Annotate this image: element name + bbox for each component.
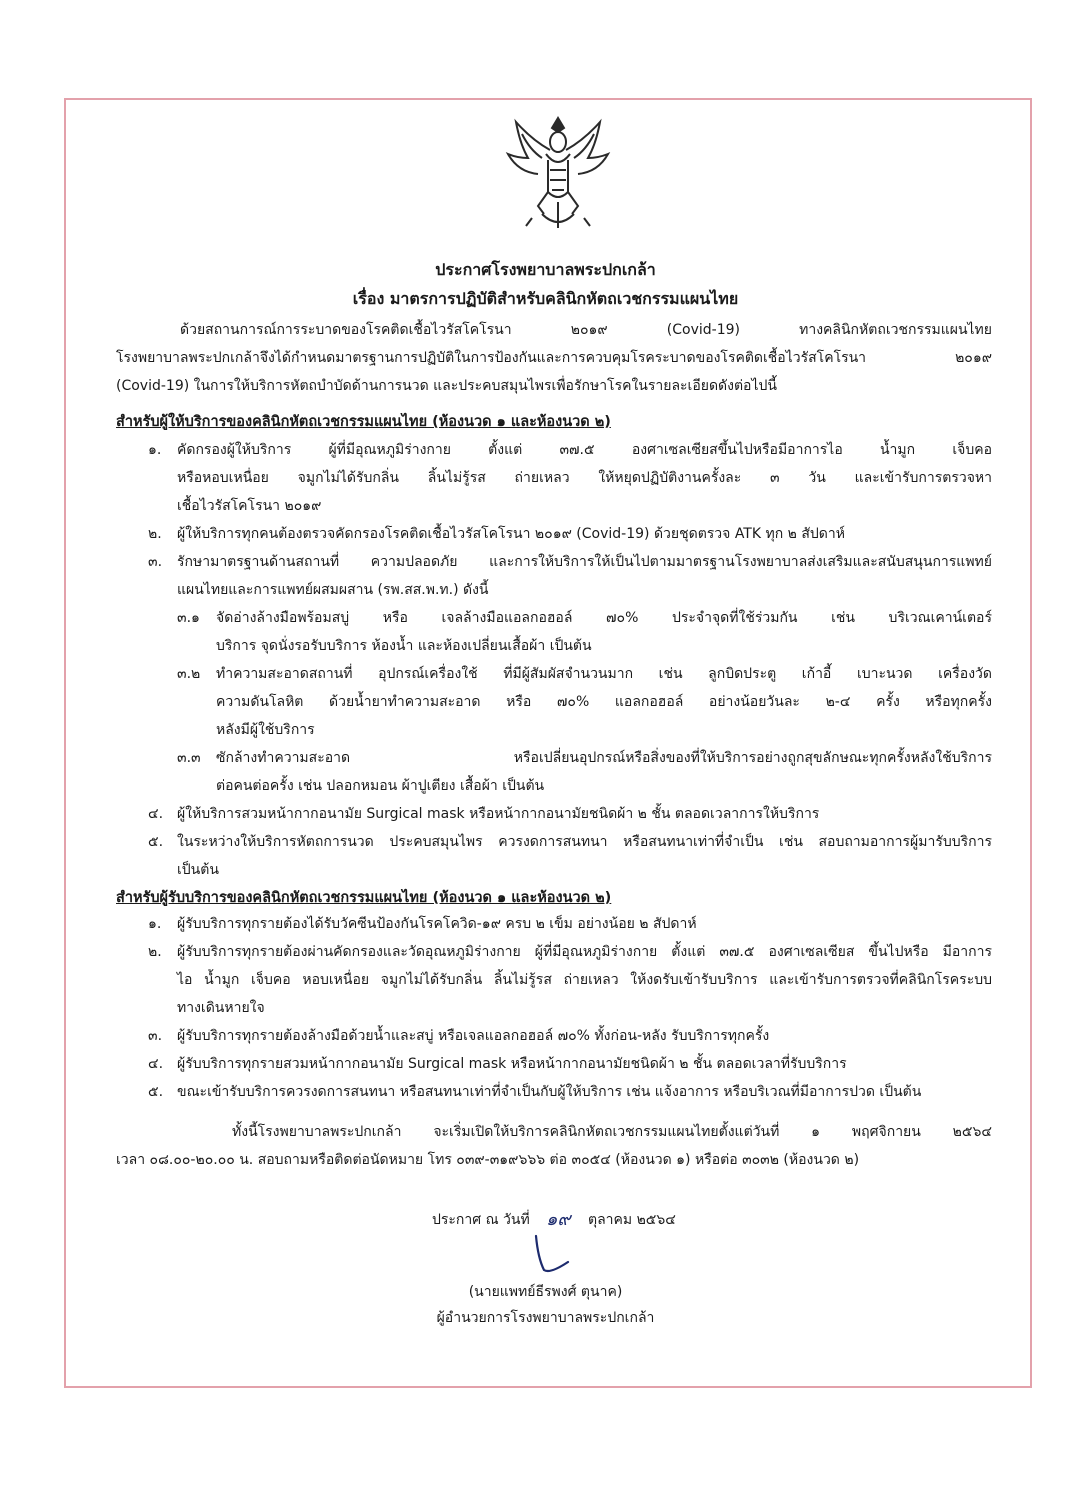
- document-title: ประกาศโรงพยาบาลพระปกเกล้า: [435, 260, 656, 279]
- recipient-item-1-line-1: ผู้รับบริการทุกรายต้องได้รับวัคซีนป้องกันโรคโควิด-๑๙ ครบ ๒ เข็ม อย่างน้อย ๒ สัปดาห์: [177, 916, 697, 932]
- recipient-item-3-line-1: ผู้รับบริการทุกรายต้องล้างมือด้วยน้ำและสบู่ หรือเจลแอลกอฮอล์ ๗๐% ทั้งก่อน-หลัง รับบริการทุกครั้ง: [177, 1028, 770, 1044]
- signature-icon: [528, 1228, 588, 1276]
- provider-item-3-2-number: ๓.๒: [177, 666, 201, 682]
- section-provider-heading: สำหรับผู้ให้บริการของคลินิกหัตถเวชกรรมแผนไทย (ห้องนวด ๑ และห้องนวด ๒): [116, 414, 611, 430]
- garuda-emblem-icon: [502, 110, 614, 236]
- intro-line-2: โรงพยาบาลพระปกเกล้าจึงได้กำหนดมาตรฐานการปฏิบัติในการป้องกันและการควบคุมโรคระบาดของโรคติดเชื้อไวรัสโคโรนา ๒๐๑๙: [116, 350, 992, 366]
- closing-line-1: ทั้งนี้โรงพยาบาลพระปกเกล้า จะเริ่มเปิดให้บริการคลินิกหัตถเวชกรรมแผนไทยตั้งแต่วันที่ ๑ พฤศจิกายน ๒๕๖๔: [232, 1124, 992, 1140]
- provider-item-5-number: ๕.: [148, 834, 164, 850]
- document-subject: เรื่อง มาตรการปฏิบัติสำหรับคลินิกหัตถเวชกรรมแผนไทย: [352, 289, 739, 308]
- announce-day: ๑๙: [546, 1209, 571, 1230]
- provider-item-3-1-line-1: จัดอ่างล้างมือพร้อมสบู่ หรือ เจลล้างมือแอลกอฮอล์ ๗๐% ประจำจุดที่ใช้ร่วมกัน เช่น บริเวณเคาน์เตอร์: [216, 610, 992, 626]
- provider-item-3-1-line-2: บริการ จุดนั่งรอรับบริการ ห้องน้ำ และห้องเปลี่ยนเสื้อผ้า เป็นต้น: [216, 638, 592, 654]
- announce-prefix: ประกาศ ณ วันที่: [432, 1212, 530, 1228]
- provider-item-3-2-line-1: ทำความสะอาดสถานที่ อุปกรณ์เครื่องใช้ ที่มีผู้สัมผัสจำนวนมาก เช่น ลูกบิดประตู เก้าอี้ เบาะนวด เครื่องวัด: [216, 666, 992, 682]
- provider-item-1-line-2: หรือหอบเหนื่อย จมูกไม่ได้รับกลิ่น ลิ้นไม่รู้รส ถ่ายเหลว ให้หยุดปฏิบัติงานครั้งละ ๓ วัน และเข้ารับการตรวจหา: [177, 470, 992, 486]
- signer-name: (นายแพทย์ธีรพงศ์ ตุนาค): [468, 1284, 623, 1300]
- provider-item-4-line-1: ผู้ให้บริการสวมหน้ากากอนามัย Surgical mask หรือหน้ากากอนามัยชนิดผ้า ๒ ชั้น ตลอดเวลาการให้บริการ: [177, 806, 820, 822]
- provider-item-1-number: ๑.: [148, 442, 162, 458]
- provider-item-3-3-line-2: ต่อคนต่อครั้ง เช่น ปลอกหมอน ผ้าปูเตียง เสื้อผ้า เป็นต้น: [216, 778, 545, 794]
- recipient-item-1-number: ๑.: [148, 916, 162, 932]
- recipient-item-2-number: ๒.: [148, 944, 162, 960]
- provider-item-4-number: ๔.: [148, 806, 164, 822]
- provider-item-3-number: ๓.: [148, 554, 163, 570]
- recipient-item-2-line-1: ผู้รับบริการทุกรายต้องผ่านคัดกรองและวัดอุณหภูมิร่างกาย ผู้ที่มีอุณหภูมิร่างกาย ตั้งแต่ ๓๗.๕ องศาเซลเซียส ขึ้นไปหรือ มีอาการ: [177, 944, 992, 960]
- provider-item-1-line-1: คัดกรองผู้ให้บริการ ผู้ที่มีอุณหภูมิร่างกาย ตั้งแต่ ๓๗.๕ องศาเซลเซียสขึ้นไปหรือมีอาการไอ น้ำมูก เจ็บคอ: [177, 442, 992, 458]
- recipient-item-3-number: ๓.: [148, 1028, 163, 1044]
- recipient-item-5-number: ๕.: [148, 1084, 164, 1100]
- section-recipient-heading: สำหรับผู้รับบริการของคลินิกหัตถเวชกรรมแผนไทย (ห้องนวด ๑ และห้องนวด ๒): [116, 890, 612, 906]
- provider-item-3-2-line-3: หลังมีผู้ใช้บริการ: [216, 722, 315, 738]
- announce-month-year: ตุลาคม ๒๕๖๔: [588, 1212, 676, 1228]
- recipient-item-4-line-1: ผู้รับบริการทุกรายสวมหน้ากากอนามัย Surgical mask หรือหน้ากากอนามัยชนิดผ้า ๒ ชั้น ตลอดเวลาที่รับบริการ: [177, 1056, 847, 1072]
- recipient-item-2-line-2: ไอ น้ำมูก เจ็บคอ หอบเหนื่อย จมูกไม่ได้รับกลิ่น ลิ้นไม่รู้รส ถ่ายเหลว ให้งดรับเข้ารับบริการ และเข้ารับการตรวจที่คลินิกโรคระบบ: [177, 972, 992, 988]
- provider-item-1-line-3: เชื้อไวรัสโคโรนา ๒๐๑๙: [177, 498, 322, 514]
- provider-item-2-number: ๒.: [148, 526, 162, 542]
- provider-item-3-1-number: ๓.๑: [177, 610, 200, 626]
- closing-line-2: เวลา ๐๘.๐๐-๒๐.๐๐ น. สอบถามหรือติดต่อนัดหมาย โทร ๐๓๙-๓๑๙๖๖๖ ต่อ ๓๐๕๔ (ห้องนวด ๑) หรือต่อ ๓๐๓๒ (ห้องนวด ๒): [116, 1152, 860, 1168]
- intro-line-1: ด้วยสถานการณ์การระบาดของโรคติดเชื้อไวรัสโคโรนา ๒๐๑๙ (Covid-19) ทางคลินิกหัตถเวชกรรมแผนไทย: [180, 322, 992, 338]
- recipient-item-5-line-1: ขณะเข้ารับบริการควรงดการสนทนา หรือสนทนาเท่าที่จำเป็นกับผู้ให้บริการ เช่น แจ้งอาการ หรือบริเวณที่มีอาการปวด เป็นต้น: [177, 1084, 922, 1100]
- provider-item-3-3-number: ๓.๓: [177, 750, 201, 766]
- recipient-item-4-number: ๔.: [148, 1056, 164, 1072]
- provider-item-3-line-1: รักษามาตรฐานด้านสถานที่ ความปลอดภัย และการให้บริการให้เป็นไปตามมาตรฐานโรงพยาบาลส่งเสริมและสนับสนุนการแพทย์: [177, 554, 992, 570]
- provider-item-5-line-1: ในระหว่างให้บริการหัตถการนวด ประคบสมุนไพร ควรงดการสนทนา หรือสนทนาเท่าที่จำเป็น เช่น สอบถามอาการผู้มารับบริการ: [177, 834, 992, 850]
- intro-line-3: (Covid-19) ในการให้บริการหัตถบำบัดด้านการนวด และประคบสมุนไพรเพื่อรักษาโรคในรายละเอียดดังต่อไปนี้: [116, 378, 777, 394]
- provider-item-3-3-line-1: ซักล้างทำความสะอาด หรือเปลี่ยนอุปกรณ์หรือสิ่งของที่ให้บริการอย่างถูกสุขลักษณะทุกครั้งหลังใช้บริการ: [216, 750, 992, 766]
- provider-item-2-line-1: ผู้ให้บริการทุกคนต้องตรวจคัดกรองโรคติดเชื้อไวรัสโคโรนา ๒๐๑๙ (Covid-19) ด้วยชุดตรวจ ATK ทุก ๒ สัปดาห์: [177, 526, 845, 542]
- signer-position: ผู้อำนวยการโรงพยาบาลพระปกเกล้า: [436, 1310, 655, 1326]
- provider-item-3-line-2: แผนไทยและการแพทย์ผสมผสาน (รพ.สส.พ.ท.) ดังนี้: [177, 582, 489, 598]
- recipient-item-2-line-3: ทางเดินหายใจ: [177, 1000, 265, 1016]
- provider-item-3-2-line-2: ความดันโลหิต ด้วยน้ำยาทำความสะอาด หรือ ๗๐% แอลกอฮอล์ อย่างน้อยวันละ ๒-๔ ครั้ง หรือทุกครั้ง: [216, 694, 992, 710]
- provider-item-5-line-2: เป็นต้น: [177, 862, 219, 878]
